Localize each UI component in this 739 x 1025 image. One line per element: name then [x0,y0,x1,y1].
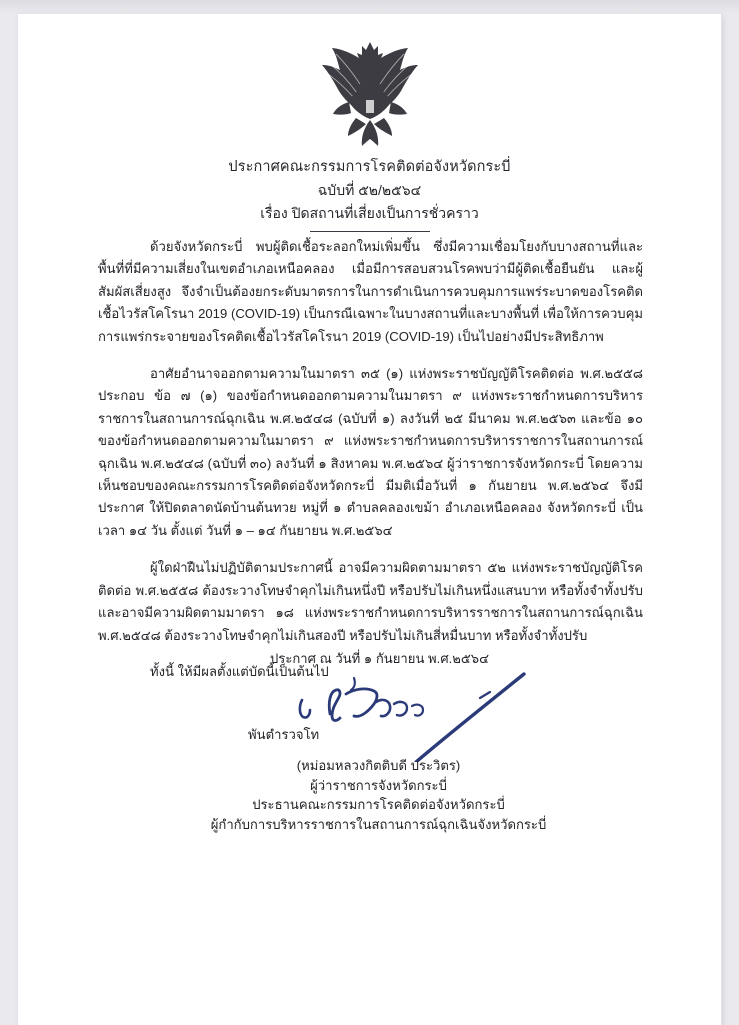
paragraph-2: อาศัยอำนาจออกตามความในมาตรา ๓๕ (๑) แห่งพระราชบัญญัติโรคติดต่อ พ.ศ.๒๕๕๘ ประกอบ ข้อ ๗ (๑) ของข้อกำหนดออกตามความในมาตรา ๙ แห่งพระราชกำหนดการบริหารราชการในสถานการณ์ฉุกเฉิน พ.ศ.๒๕๔๘ (ฉบับที่ ๑) ลงวันที่ ๒๕ มีนาคม พ.ศ.๒๕๖๓ และข้อ ๑๐ ของข้อกำหนดออกตามความในมาตรา ๙ แห่งพระราชกำหนดการบริหารราชการในสถานการณ์ฉุกเฉิน พ.ศ.๒๕๔๘ (ฉบับที่ ๓๐) ลงวันที่ ๑ สิงหาคม พ.ศ.๒๕๖๔ ผู้ว่าราชการจังหวัดกระบี่ โดยความเห็นชอบของคณะกรรมการโรคติดต่อจังหวัดกระบี่ มีมติเมื่อวันที่ ๑ กันยายน พ.ศ.๒๕๖๔ จึงมีประกาศ ให้ปิดตลาดนัดบ้านต้นทวย หมู่ที่ ๑ ตำบลคลองเขม้า อำเภอเหนือคลอง จังหวัดกระบี่ เป็นเวลา ๑๔ วัน ตั้งแต่ วันที่ ๑ – ๑๔ กันยายน พ.ศ.๒๕๖๔ [98,366,643,538]
garuda-emblem [318,36,422,148]
signature-block [98,664,643,864]
handwritten-signature [294,672,564,762]
closing-statement: ทั้งนี้ ให้มีผลตั้งแต่บัดนี้เป็นต้นไป [150,663,329,679]
emblem-container [18,36,721,148]
signer-title-governor: ผู้ว่าราชการจังหวัดกระบี่ [310,777,447,793]
header-divider [310,231,430,232]
document-page [18,14,721,1025]
signer-title-committee-chair: ประธานคณะกรรมการโรคติดต่อจังหวัดกระบี่ [252,797,505,812]
document-header [18,156,721,232]
signer-details [98,756,643,834]
document-body [98,236,643,698]
document-subject: เรื่อง ปิดสถานที่เสี่ยงเป็นการชั่วคราว [260,205,479,221]
signer-title-emergency-director: ผู้กำกับการบริหารราชการในสถานการณ์ฉุกเฉินจังหวัดกระบี่ [210,816,547,832]
signer-name: (หม่อมหลวงกิตติบดี ประวิตร) [296,758,461,773]
issuing-authority: ประกาศคณะกรรมการโรคติดต่อจังหวัดกระบี่ [228,159,511,175]
signer-rank: พันตำรวจโท [248,727,320,742]
issue-number: ฉบับที่ ๕๒/๒๕๖๔ [317,182,422,198]
paragraph-1: ด้วยจังหวัดกระบี่ พบผู้ติดเชื้อระลอกใหม่เพิ่มขึ้น ซึ่งมีความเชื่อมโยงกับบางสถานที่และพื้นที่ที่มีความเสี่ยงในเขตอำเภอเหนือคลอง เมื่อมีการสอบสวนโรคพบว่ามีผู้ติดเชื้อยืนยัน และผู้สัมผัสเสี่ยงสูง จึงจำเป็นต้องยกระดับมาตรการในการดำเนินการควบคุมการแพร่ระบาดของโรคติดเชื้อไวรัสโคโรนา 2019 (COVID-19) เป็นกรณีเฉพาะในบางสถานที่และบางพื้นที่ เพื่อให้การควบคุมการแพร่กระจายของโรคติดเชื้อไวรัสโคโรนา 2019 (COVID-19) เป็นไปอย่างมีประสิทธิภาพ [98,239,643,344]
dateline: ประกาศ ณ วันที่ ๑ กันยายน พ.ศ.๒๕๖๔ [269,651,490,666]
paragraph-3: ผู้ใดฝ่าฝืนไม่ปฏิบัติตามประกาศนี้ อาจมีความผิดตามมาตรา ๕๒ แห่งพระราชบัญญัติโรคติดต่อ พ.ศ.๒๕๕๘ ต้องระวางโทษจำคุกไม่เกินหนึ่งปี หรือปรับไม่เกินหนึ่งแสนบาท หรือทั้งจำทั้งปรับ และอาจมีความผิดตามมาตรา ๑๘ แห่งพระราชกำหนดการบริหารราชการในสถานการณ์ฉุกเฉิน พ.ศ.๒๕๔๘ ต้องระวางโทษจำคุกไม่เกินสองปี หรือปรับไม่เกินสี่หมื่นบาท หรือทั้งจำทั้งปรับ [98,560,643,643]
